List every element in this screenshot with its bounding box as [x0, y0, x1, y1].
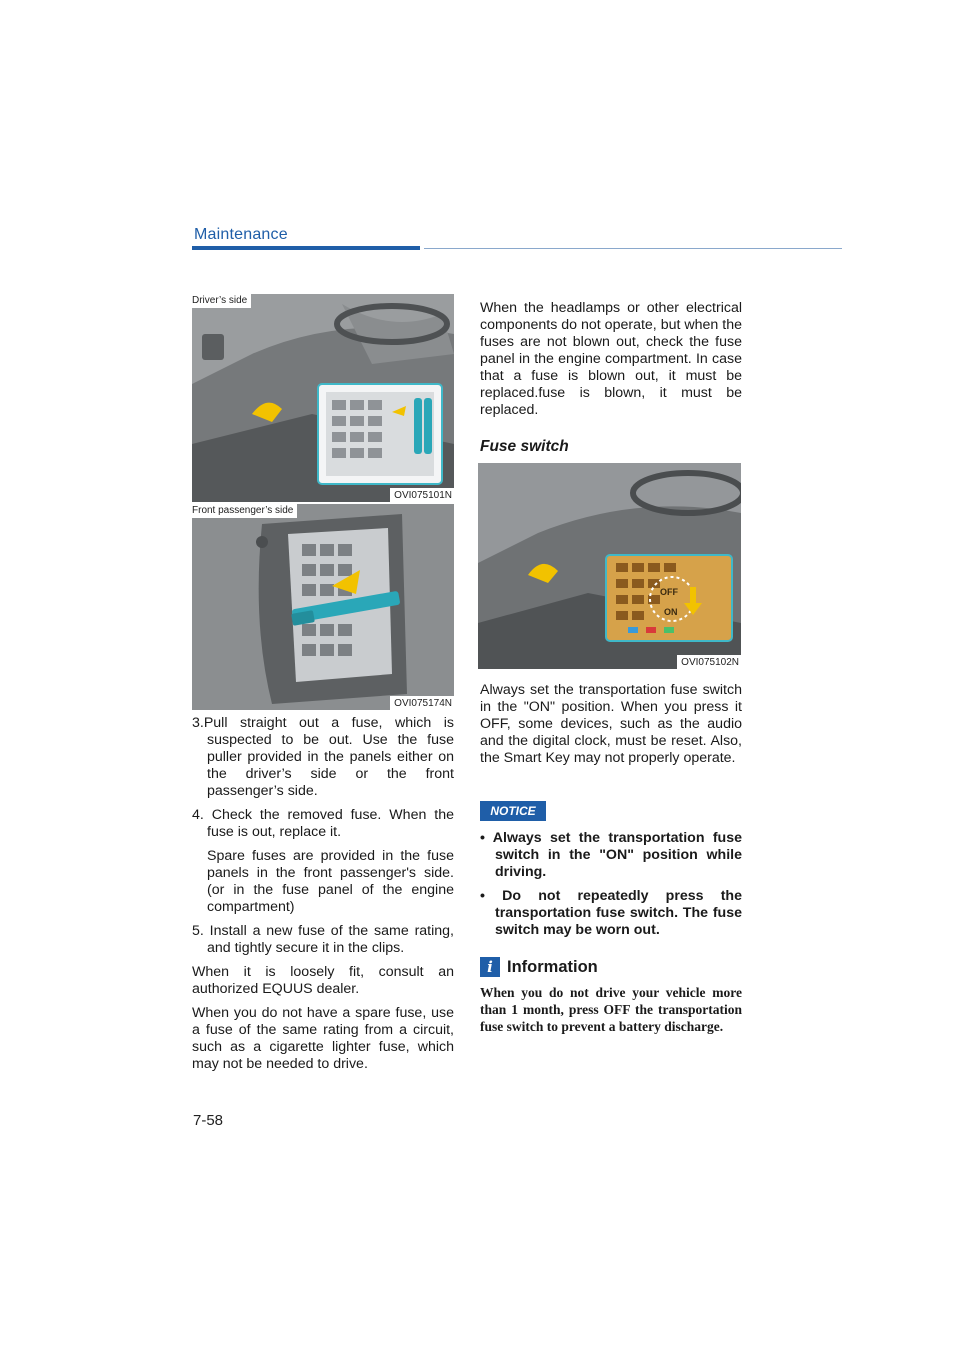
left-column	[192, 715, 454, 1080]
step-4-note: Spare fuses are provided in the fuse panels in the front passenger's side. (or in the fuse panel of the engine compartment)	[207, 848, 454, 915]
fuse-switch-on-mark: ON	[664, 607, 678, 617]
header-rule	[192, 246, 420, 250]
information-heading: Information	[507, 958, 598, 976]
notice-item-1: • Always set the transportation fuse switch in the "ON" position while driving.	[480, 830, 742, 880]
notice-item-2-text: Do not repeatedly press the transportation fuse switch. The fuse switch may be worn out.	[495, 888, 742, 938]
header-rule-thin	[424, 248, 842, 249]
fuse-switch-heading-wrap	[480, 438, 742, 462]
loose-fit-paragraph: When it is loosely fit, consult an authorized EQUUS dealer.	[192, 964, 454, 997]
fuse-switch-heading: Fuse switch	[480, 438, 569, 455]
notice-item-2: • Do not repeatedly press the transportation fuse switch. The fuse switch may be worn out.	[480, 888, 742, 938]
driver-side-image-code: OVI075101N	[390, 488, 454, 502]
notice-list	[480, 830, 742, 946]
headlamps-paragraph: When the headlamps or other electrical components do not operate, but when the fuses are not blown out, check the fuse panel in the engine compartment. In case that a fuse is blown out, it must be replaced.fuse is blown, it must be replaced.	[480, 300, 742, 418]
step-5: 5. Install a new fuse of the same rating, and tightly secure it in the clips.	[192, 923, 454, 956]
page-number: 7-58	[193, 1112, 224, 1129]
fuse-switch-illustration	[478, 463, 741, 669]
fuse-switch-image-code: OVI075102N	[677, 655, 741, 669]
information-body: When you do not drive your vehicle more than 1 month, press OFF the transportation fuse switch to prevent a battery discharge.	[480, 985, 742, 1034]
notice-item-1-text: Always set the transportation fuse switch in the "ON" position while driving.	[492, 830, 742, 880]
passenger-side-fuse-photo	[192, 504, 454, 710]
notice-badge: NOTICE	[480, 801, 546, 821]
driver-side-label: Driver’s side	[192, 294, 251, 308]
passenger-side-label: Front passenger’s side	[192, 504, 297, 518]
fuse-switch-photo	[478, 463, 741, 669]
right-column-intro	[480, 300, 742, 426]
driver-side-illustration	[192, 294, 454, 502]
passenger-side-image-code: OVI075174N	[390, 696, 454, 710]
fuse-switch-text	[480, 682, 742, 774]
passenger-side-illustration	[192, 504, 454, 710]
info-icon: i	[480, 957, 500, 977]
step-3: 3.Pull straight out a fuse, which is suspected to be out. Use the fuse puller provided in the panels either on the driver’s side or the front passenger’s side.	[192, 715, 454, 799]
fuse-switch-paragraph: Always set the transportation fuse switch in the "ON" position. When you press it OFF, some devices, such as the audio and the digital clock, must be reset. Also, the Smart Key may not properly operate.	[480, 682, 742, 766]
section-title: Maintenance	[194, 226, 288, 243]
fuse-switch-off-mark: OFF	[660, 587, 678, 597]
spare-fuse-paragraph: When you do not have a spare fuse, use a fuse of the same rating from a circuit, such as a cigarette lighter fuse, which may not be needed to drive.	[192, 1005, 454, 1072]
driver-side-fuse-photo	[192, 294, 454, 502]
step-4: 4. Check the removed fuse. When the fuse is out, replace it.	[192, 807, 454, 840]
